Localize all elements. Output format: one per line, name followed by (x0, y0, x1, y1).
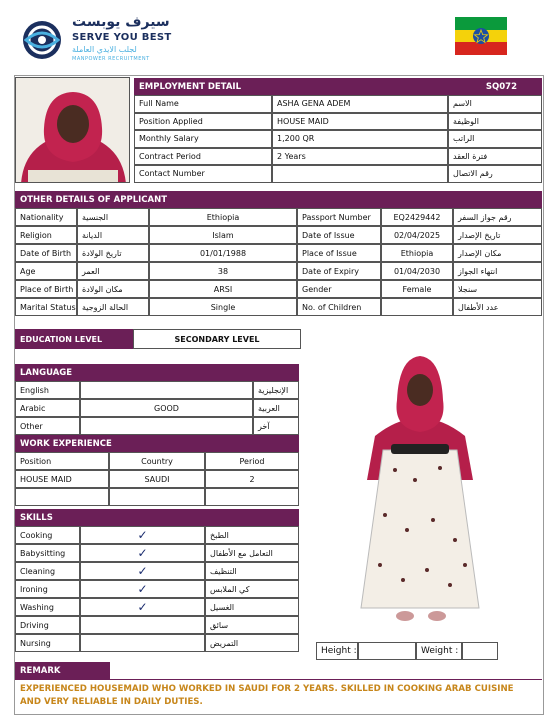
field-label: Religion (15, 226, 77, 244)
other-details-row (15, 208, 542, 226)
work-cell: 2 (205, 470, 299, 488)
field-label-arabic: مكان الإصدار (453, 244, 542, 262)
field-value: Ethiopia (381, 244, 453, 262)
employment-value: 2 Years (272, 148, 448, 166)
employment-label: Contact Number (134, 165, 272, 183)
language-label: Arabic (15, 399, 80, 417)
language-label-arabic: الإنجليزية (253, 381, 299, 399)
skill-label-arabic: كي الملابس (205, 580, 299, 598)
language-section (15, 364, 299, 435)
field-label: Gender (297, 280, 381, 298)
employment-row (134, 148, 542, 166)
field-label: Place of Issue (297, 244, 381, 262)
work-column-header: Country (109, 452, 205, 470)
skill-label: Cleaning (15, 562, 80, 580)
skill-label: Driving (15, 616, 80, 634)
field-label-arabic: انتهاء الجواز (453, 262, 542, 280)
skill-label-arabic: الغسيل (205, 598, 299, 616)
remark-text: EXPERIENCED HOUSEMAID WHO WORKED IN SAUDI FOR 2 YEARS. SKILLED IN COOKING ARAB CUISINE AND VERY RELIABLE IN DAILY DUTIES. (15, 679, 542, 712)
skill-row (15, 526, 299, 544)
language-row (15, 381, 299, 399)
skill-label: Nursing (15, 634, 80, 652)
field-label-arabic: تاريخ الولادة (77, 244, 149, 262)
employment-title: EMPLOYMENT DETAIL (139, 81, 241, 92)
language-level (80, 417, 253, 435)
field-label-arabic: تاريخ الإصدار (453, 226, 542, 244)
skill-label-arabic: الطبخ (205, 526, 299, 544)
work-cell: SAUDI (109, 470, 205, 488)
field-label-arabic: العمر (77, 262, 149, 280)
employment-row (134, 165, 542, 183)
education-label: EDUCATION LEVEL (15, 329, 133, 349)
education-value: SECONDARY LEVEL (133, 329, 301, 349)
work-experience-header: WORK EXPERIENCE (15, 435, 299, 452)
field-label-arabic: الجنسية (77, 208, 149, 226)
employment-label: Position Applied (134, 113, 272, 131)
field-label: Nationality (15, 208, 77, 226)
other-details-row (15, 298, 542, 316)
employment-value: HOUSE MAID (272, 113, 448, 131)
checkmark-icon: ✓ (80, 526, 205, 544)
ethiopia-flag-icon (455, 17, 507, 55)
work-column-header: Period (205, 452, 299, 470)
skills-header: SKILLS (15, 509, 299, 526)
employment-row (134, 113, 542, 131)
skill-label-arabic: التمريض (205, 634, 299, 652)
language-level (80, 381, 253, 399)
language-row (15, 417, 299, 435)
field-label: Date of Birth (15, 244, 77, 262)
employment-label: Full Name (134, 95, 272, 113)
other-details-row (15, 226, 542, 244)
skill-row (15, 562, 299, 580)
measurements (316, 642, 498, 660)
employment-label-arabic: فترة العقد (448, 148, 542, 166)
language-row (15, 399, 299, 417)
skill-label: Cooking (15, 526, 80, 544)
field-label-arabic: مكان الولادة (77, 280, 149, 298)
employment-label-arabic: الراتب (448, 130, 542, 148)
logo-tagline-arabic: لجلب الايدي العاملة (72, 45, 137, 54)
language-label: English (15, 381, 80, 399)
employment-value: ASHA GENA ADEM (272, 95, 448, 113)
employment-label-arabic: رقم الاتصال (448, 165, 542, 183)
employment-value (272, 165, 448, 183)
work-cell (109, 488, 205, 506)
skill-row (15, 598, 299, 616)
field-label: Passport Number (297, 208, 381, 226)
checkmark-icon (80, 634, 205, 652)
employment-row (134, 95, 542, 113)
skill-label: Babysitting (15, 544, 80, 562)
field-label-arabic: سنجلا (453, 280, 542, 298)
skill-label: Washing (15, 598, 80, 616)
employment-label-arabic: الاسم (448, 95, 542, 113)
skill-label-arabic: سائق (205, 616, 299, 634)
employment-label-arabic: الوظيفة (448, 113, 542, 131)
logo-arabic: سيرف يوبست (72, 14, 170, 30)
skill-row (15, 580, 299, 598)
employment-label: Monthly Salary (134, 130, 272, 148)
work-cell (15, 488, 109, 506)
skill-row (15, 544, 299, 562)
weight-label: Weight : (416, 642, 462, 660)
field-value: EQ2429442 (381, 208, 453, 226)
other-details-row (15, 262, 542, 280)
employment-header (134, 78, 542, 95)
work-cell (205, 488, 299, 506)
skill-label: Ironing (15, 580, 80, 598)
other-details-header: OTHER DETAILS OF APPLICANT (15, 191, 542, 208)
field-label-arabic: عدد الأطفال (453, 298, 542, 316)
work-row (15, 488, 299, 506)
logo-tagline: MANPOWER RECRUITMENT (72, 56, 150, 62)
checkmark-icon: ✓ (80, 580, 205, 598)
field-value: Female (381, 280, 453, 298)
logo-name: SERVE YOU BEST (72, 32, 172, 43)
field-value: Single (149, 298, 297, 316)
employment-value: 1,200 QR (272, 130, 448, 148)
field-label: Date of Issue (297, 226, 381, 244)
field-label: Marital Status (15, 298, 77, 316)
language-label: Other (15, 417, 80, 435)
field-label-arabic: الديانة (77, 226, 149, 244)
work-cell: HOUSE MAID (15, 470, 109, 488)
height-label: Height : (316, 642, 358, 660)
employment-row (134, 130, 542, 148)
height-value (358, 642, 416, 660)
skill-row (15, 616, 299, 634)
field-label: Date of Expiry (297, 262, 381, 280)
other-details (15, 191, 542, 316)
field-value (381, 298, 453, 316)
field-value: ARSI (149, 280, 297, 298)
language-label-arabic: العربية (253, 399, 299, 417)
checkmark-icon: ✓ (80, 562, 205, 580)
remark-section (15, 662, 542, 712)
company-logo (18, 14, 188, 66)
language-header: LANGUAGE (15, 364, 299, 381)
field-label-arabic: الحالة الزوجية (77, 298, 149, 316)
applicant-full-photo (345, 340, 495, 630)
checkmark-icon (80, 616, 205, 634)
field-value: Islam (149, 226, 297, 244)
other-details-row (15, 244, 542, 262)
field-label: Place of Birth (15, 280, 77, 298)
other-details-row (15, 280, 542, 298)
language-label-arabic: آخر (253, 417, 299, 435)
field-value: 38 (149, 262, 297, 280)
employment-detail (134, 78, 542, 183)
field-label: No. of Children (297, 298, 381, 316)
checkmark-icon: ✓ (80, 544, 205, 562)
field-value: 01/01/1988 (149, 244, 297, 262)
reference-code: SQ072 (485, 81, 517, 92)
work-header-row (15, 452, 299, 470)
field-value: Ethiopia (149, 208, 297, 226)
work-column-header: Position (15, 452, 109, 470)
weight-value (462, 642, 498, 660)
field-label: Age (15, 262, 77, 280)
skill-label-arabic: التنظيف (205, 562, 299, 580)
field-label-arabic: رقم جواز السفر (453, 208, 542, 226)
work-experience (15, 435, 299, 506)
logo-emblem-icon (18, 18, 66, 62)
full-body-photo (345, 340, 495, 630)
field-value: 02/04/2025 (381, 226, 453, 244)
skill-row (15, 634, 299, 652)
employment-label: Contract Period (134, 148, 272, 166)
skill-label-arabic: التعامل مع الأطفال (205, 544, 299, 562)
remark-header: REMARK (15, 662, 110, 679)
portrait-photo (16, 78, 130, 183)
field-value: 01/04/2030 (381, 262, 453, 280)
language-level: GOOD (80, 399, 253, 417)
work-row (15, 470, 299, 488)
education-level (15, 329, 301, 349)
checkmark-icon: ✓ (80, 598, 205, 616)
applicant-portrait (15, 77, 130, 183)
skills-section (15, 509, 299, 652)
